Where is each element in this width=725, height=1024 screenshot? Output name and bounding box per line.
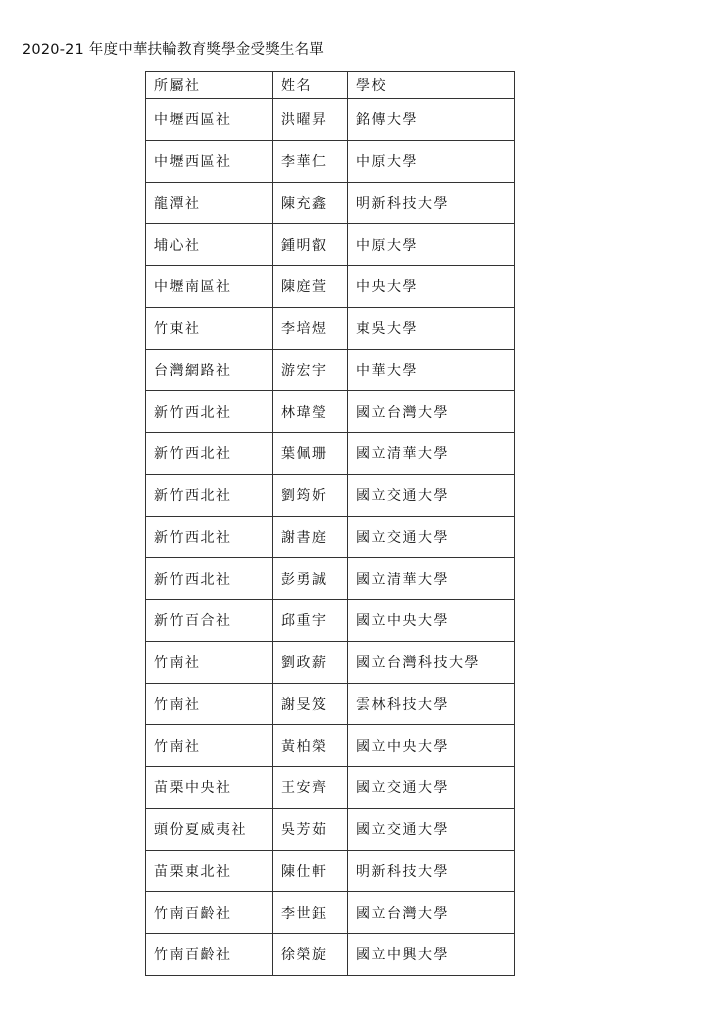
name-cell: 劉筠妡 <box>273 474 348 516</box>
name-cell: 邱重宇 <box>273 600 348 642</box>
table-header <box>146 72 515 99</box>
name-cell: 游宏宇 <box>273 349 348 391</box>
name-cell: 林瑋瑩 <box>273 391 348 433</box>
club-cell: 竹南社 <box>146 725 273 767</box>
table-row <box>146 391 515 433</box>
table-row <box>146 433 515 475</box>
school-cell: 中原大學 <box>348 224 515 266</box>
name-cell: 劉政薪 <box>273 641 348 683</box>
name-cell: 黃柏榮 <box>273 725 348 767</box>
name-cell: 李培煜 <box>273 307 348 349</box>
name-cell: 徐榮旋 <box>273 934 348 976</box>
club-cell: 新竹西北社 <box>146 474 273 516</box>
table-body <box>146 99 515 976</box>
column-header-name: 姓名 <box>273 72 348 99</box>
school-cell: 國立清華大學 <box>348 433 515 475</box>
table-row <box>146 307 515 349</box>
club-cell: 中壢西區社 <box>146 140 273 182</box>
school-cell: 國立交通大學 <box>348 474 515 516</box>
school-cell: 國立中興大學 <box>348 934 515 976</box>
table-row <box>146 266 515 308</box>
table-row <box>146 892 515 934</box>
club-cell: 苗栗東北社 <box>146 850 273 892</box>
table-row <box>146 224 515 266</box>
column-header-club: 所屬社 <box>146 72 273 99</box>
table-row <box>146 767 515 809</box>
club-cell: 苗栗中央社 <box>146 767 273 809</box>
name-cell: 謝書庭 <box>273 516 348 558</box>
table-header-row <box>146 72 515 99</box>
school-cell: 銘傳大學 <box>348 99 515 141</box>
column-header-school: 學校 <box>348 72 515 99</box>
school-cell: 明新科技大學 <box>348 850 515 892</box>
name-cell: 謝旻笈 <box>273 683 348 725</box>
name-cell: 吳芳茹 <box>273 808 348 850</box>
club-cell: 中壢西區社 <box>146 99 273 141</box>
document-title: 2020-21 年度中華扶輪教育獎學金受獎生名單 <box>22 42 324 58</box>
table-row <box>146 99 515 141</box>
scholarship-recipients-table <box>145 71 515 976</box>
school-cell: 雲林科技大學 <box>348 683 515 725</box>
club-cell: 竹南社 <box>146 641 273 683</box>
school-cell: 國立台灣大學 <box>348 391 515 433</box>
name-cell: 李世鈺 <box>273 892 348 934</box>
name-cell: 陳充鑫 <box>273 182 348 224</box>
school-cell: 中華大學 <box>348 349 515 391</box>
name-cell: 葉佩珊 <box>273 433 348 475</box>
name-cell: 洪曜昇 <box>273 99 348 141</box>
school-cell: 國立清華大學 <box>348 558 515 600</box>
school-cell: 國立台灣大學 <box>348 892 515 934</box>
club-cell: 新竹百合社 <box>146 600 273 642</box>
table-row <box>146 600 515 642</box>
school-cell: 中央大學 <box>348 266 515 308</box>
school-cell: 國立交通大學 <box>348 767 515 809</box>
name-cell: 李華仁 <box>273 140 348 182</box>
school-cell: 國立中央大學 <box>348 725 515 767</box>
club-cell: 竹南百齡社 <box>146 934 273 976</box>
club-cell: 中壢南區社 <box>146 266 273 308</box>
table-row <box>146 182 515 224</box>
club-cell: 頭份夏威夷社 <box>146 808 273 850</box>
club-cell: 新竹西北社 <box>146 433 273 475</box>
name-cell: 陳仕軒 <box>273 850 348 892</box>
table-row <box>146 641 515 683</box>
school-cell: 明新科技大學 <box>348 182 515 224</box>
school-cell: 中原大學 <box>348 140 515 182</box>
school-cell: 東吳大學 <box>348 307 515 349</box>
club-cell: 新竹西北社 <box>146 516 273 558</box>
table-row <box>146 516 515 558</box>
club-cell: 竹東社 <box>146 307 273 349</box>
table-row <box>146 474 515 516</box>
club-cell: 埔心社 <box>146 224 273 266</box>
club-cell: 新竹西北社 <box>146 391 273 433</box>
table-row <box>146 349 515 391</box>
table-row <box>146 558 515 600</box>
table-row <box>146 683 515 725</box>
table-row <box>146 808 515 850</box>
club-cell: 竹南百齡社 <box>146 892 273 934</box>
name-cell: 鍾明叡 <box>273 224 348 266</box>
club-cell: 龍潭社 <box>146 182 273 224</box>
school-cell: 國立交通大學 <box>348 516 515 558</box>
school-cell: 國立交通大學 <box>348 808 515 850</box>
club-cell: 新竹西北社 <box>146 558 273 600</box>
table-row <box>146 725 515 767</box>
table-row <box>146 934 515 976</box>
school-cell: 國立中央大學 <box>348 600 515 642</box>
name-cell: 陳庭萱 <box>273 266 348 308</box>
name-cell: 王安齊 <box>273 767 348 809</box>
club-cell: 竹南社 <box>146 683 273 725</box>
name-cell: 彭勇誠 <box>273 558 348 600</box>
table-row <box>146 850 515 892</box>
school-cell: 國立台灣科技大學 <box>348 641 515 683</box>
table-row <box>146 140 515 182</box>
club-cell: 台灣網路社 <box>146 349 273 391</box>
